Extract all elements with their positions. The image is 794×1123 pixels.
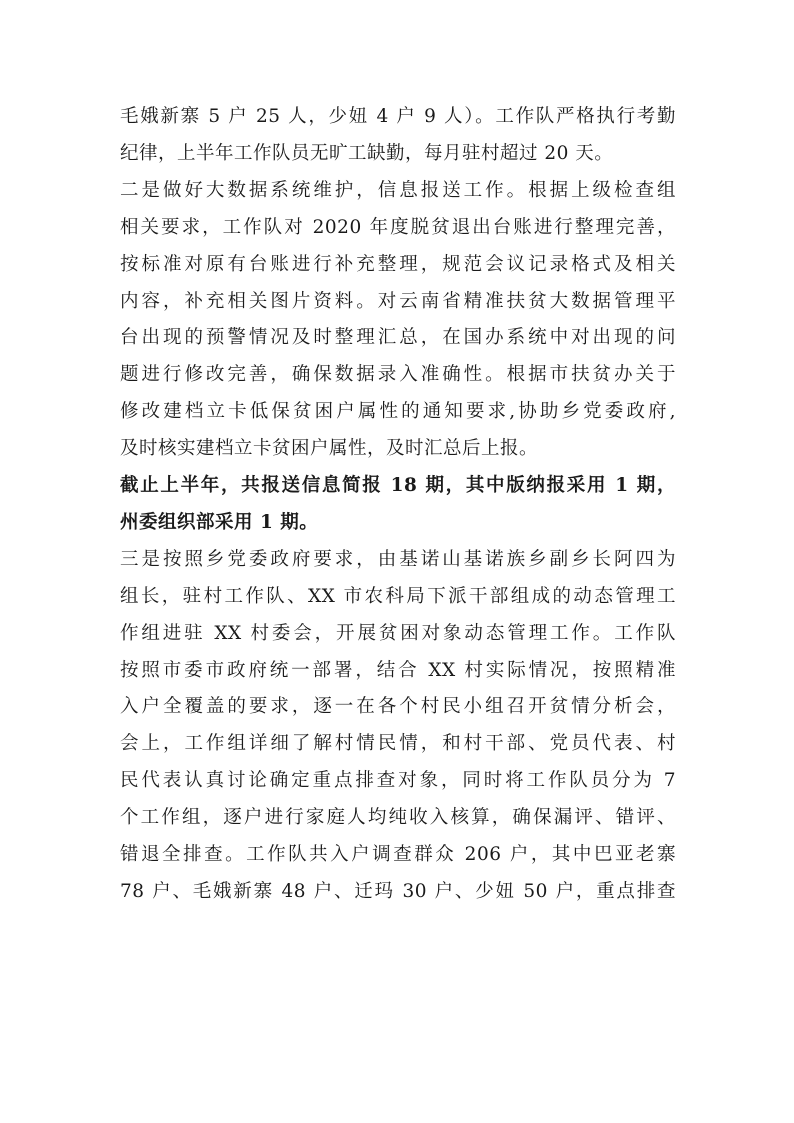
- text-line: 会上，工作组详细了解村情民情，和村干部、党员代表、村: [120, 733, 676, 755]
- text-line: 相关要求，工作队对 2020 年度脱贫退出台账进行整理完善，: [120, 216, 676, 238]
- text-line: 截止上半年，共报送信息简报 18 期，其中版纳报采用 1 期，: [120, 475, 676, 496]
- text-line: 按照市委市政府统一部署，结合 XX 村实际情况，按照精准: [120, 659, 676, 681]
- text-line: 入户全覆盖的要求，逐一在各个村民小组召开贫情分析会，: [120, 696, 676, 718]
- text-line: 三是按照乡党委政府要求，由基诺山基诺族乡副乡长阿四为: [120, 548, 676, 570]
- text-line: 错退全排查。工作队共入户调查群众 206 户，其中巴亚老寨: [120, 844, 676, 865]
- text-line: 民代表认真讨论确定重点排查对象，同时将工作队员分为 7: [120, 770, 676, 792]
- text-line: 内容，补充相关图片资料。对云南省精准扶贫大数据管理平: [120, 290, 676, 312]
- text-line: 修改建档立卡低保贫困户属性的通知要求,协助乡党委政府,: [120, 401, 676, 423]
- text-line: 组长，驻村工作队、XX 市农科局下派干部组成的动态管理工: [120, 585, 676, 607]
- text-line: 纪律，上半年工作队员无旷工缺勤，每月驻村超过 20 天。: [120, 142, 614, 164]
- text-line: 78 户、毛娥新寨 48 户、迁玛 30 户、少妞 50 户，重点排查: [120, 880, 676, 902]
- text-line: 毛娥新寨 5 户 25 人，少妞 4 户 9 人）。工作队严格执行考勤: [120, 106, 676, 127]
- text-line: 州委组织部采用 1 期。: [120, 511, 319, 533]
- text-line: 个工作组，逐户进行家庭人均纯收入核算，确保漏评、错评、: [120, 807, 676, 829]
- text-line: 及时核实建档立卡贫困户属性，及时汇总后上报。: [120, 438, 539, 460]
- text-line: 题进行修改完善，确保数据录入准确性。根据市扶贫办关于: [120, 364, 676, 386]
- text-line: 台出现的预警情况及时整理汇总，在国办系统中对出现的问: [120, 327, 676, 349]
- text-line: 二是做好大数据系统维护，信息报送工作。根据上级检查组: [120, 179, 676, 201]
- text-line: 作组进驻 XX 村委会，开展贫困对象动态管理工作。工作队: [120, 622, 676, 644]
- text-line: 按标准对原有台账进行补充整理，规范会议记录格式及相关: [120, 253, 676, 275]
